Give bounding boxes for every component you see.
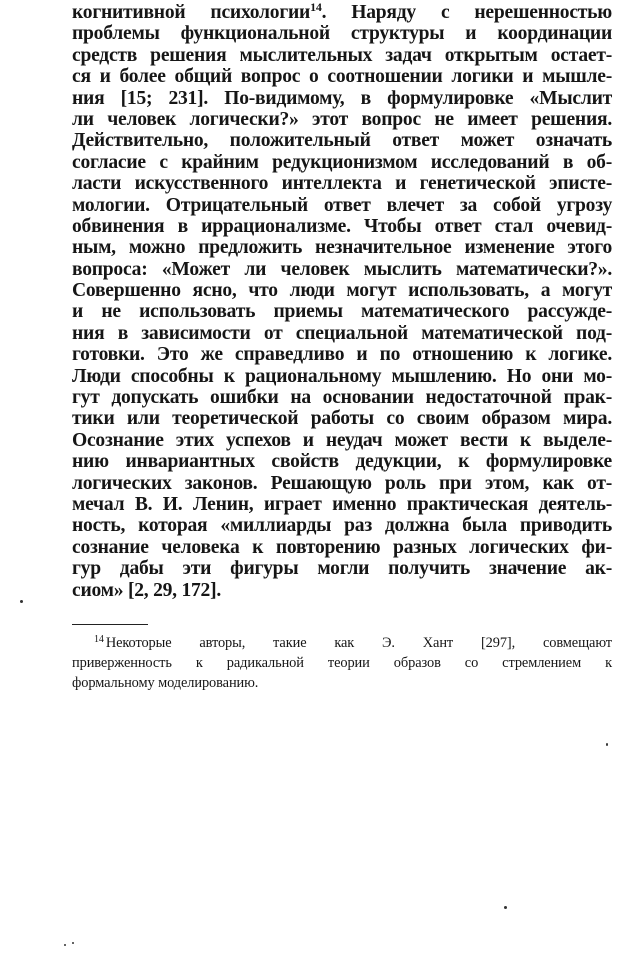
scan-speck: [64, 944, 66, 946]
text-line: проблемы функциональной структуры и координации: [72, 23, 612, 45]
scan-speck: [504, 906, 507, 909]
footnote-line: [72, 633, 612, 653]
footnote-line: приверженность к радикальной теории образов со стремлением к: [72, 655, 612, 671]
footnote-text: Некоторые авторы, такие как Э. Хант [297], совмещают: [105, 635, 612, 651]
text-line: ласти искусственного интеллекта и генетической эписте-: [72, 173, 612, 195]
text-line: мологии. Отрицательный ответ влечет за собой угрозу: [72, 194, 612, 216]
text-line: нию инвариантных свойств дедукции, к формулировке: [72, 451, 612, 473]
text-line: логических законов. Решающую роль при этом, как от-: [72, 472, 612, 494]
main-paragraph: [72, 2, 612, 601]
footnote-number: 14: [94, 634, 104, 645]
text-line: и не использовать приемы математического рассужде-: [72, 301, 612, 323]
text-line: готовки. Это же справедливо и по отношению к логике.: [72, 344, 612, 366]
text-line: обвинения в иррационализме. Чтобы ответ стал очевид-: [72, 215, 612, 237]
text-line: [72, 2, 612, 23]
footnote-marker: 14: [310, 0, 322, 14]
text-line: Люди способны к рациональному мышлению. Но они мо-: [72, 365, 612, 387]
text-line: Действительно, положительный ответ может означать: [72, 130, 612, 152]
text-line: ным, можно предложить незначительное изменение этого: [72, 237, 612, 259]
text-fragment: когнитивной психологии: [72, 2, 311, 23]
text-line: Совершенно ясно, что люди могут использовать, а могут: [72, 280, 612, 302]
text-line: Осознание этих успехов и неудач может вести к выделе-: [72, 429, 612, 451]
text-line: тики или теоретической работы со своим образом мира.: [72, 408, 612, 430]
text-line: средств решения мыслительных задач открытым остает-: [72, 44, 612, 66]
text-line: согласие с крайним редукционизмом исследований в об-: [72, 151, 612, 173]
text-line: гут допускать ошибки на основании недостаточной прак-: [72, 387, 612, 409]
footnote-divider: [72, 624, 148, 625]
text-line: ли человек логически?» этот вопрос не имеет решения.: [72, 108, 612, 130]
footnote: [72, 633, 612, 693]
text-line: ность, которая «миллиарды раз должна была приводить: [72, 515, 612, 537]
text-line: вопроса: «Может ли человек мыслить математически?».: [72, 258, 612, 280]
text-line: ния в зависимости от специальной математической под-: [72, 322, 612, 344]
text-line: ния [15; 231]. По-видимому, в формулировке «Мыслит: [72, 87, 612, 109]
text-line: мечал В. И. Ленин, играет именно практическая деятель-: [72, 493, 612, 515]
scan-speck: [72, 942, 74, 944]
text-line: сиом» [2, 29, 172].: [72, 579, 222, 601]
text-line: сознание человека к повторению разных логических фи-: [72, 536, 612, 558]
text-fragment: . Наряду с нерешенностью: [321, 2, 612, 23]
scan-speck: [606, 743, 608, 746]
footnote-line: формальному моделированию.: [72, 675, 259, 691]
text-line: гур дабы эти фигуры могли получить значение ак-: [72, 558, 612, 580]
scan-speck: [20, 600, 23, 603]
text-line: ся и более общий вопрос о соотношении логики и мышле-: [72, 66, 612, 88]
